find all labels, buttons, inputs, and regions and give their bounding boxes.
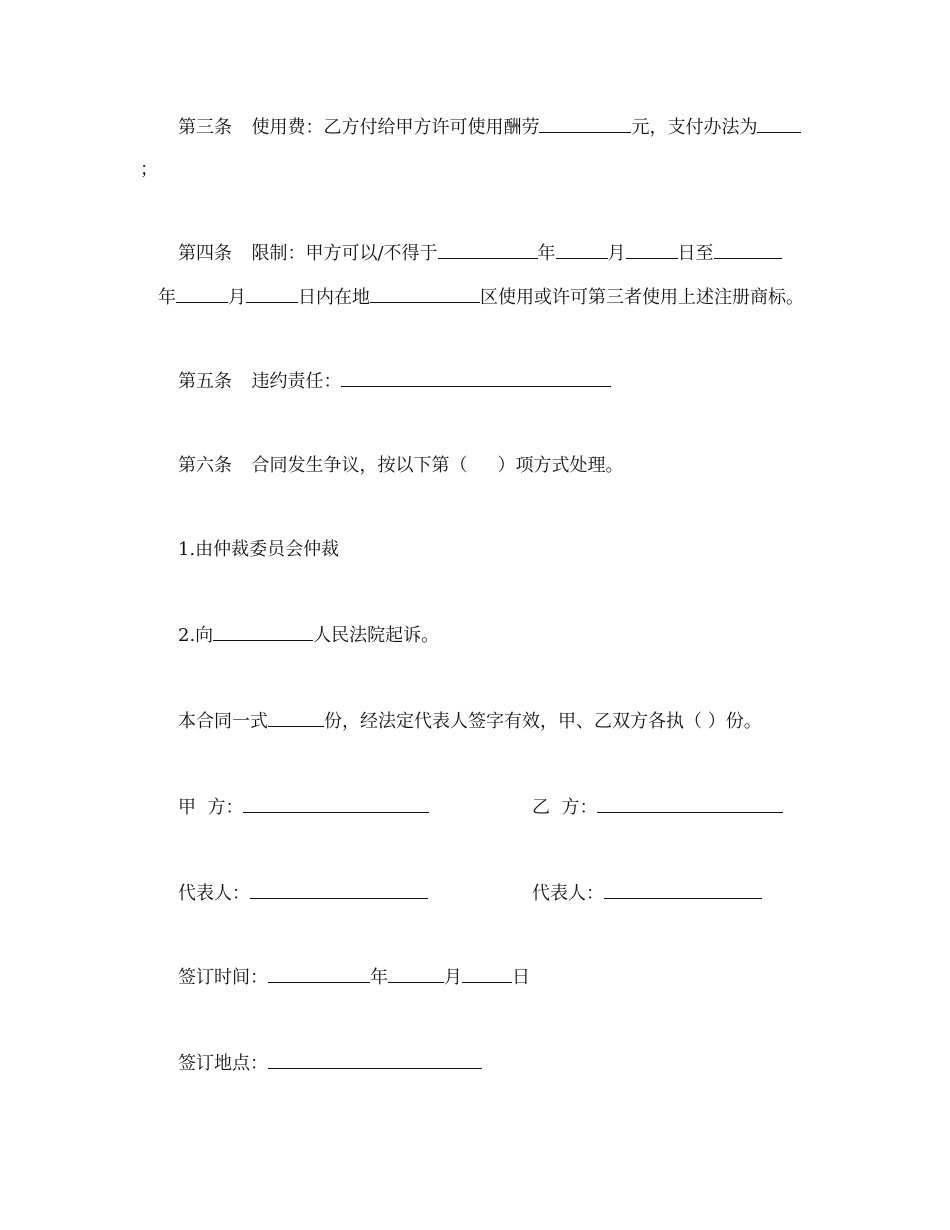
rep-a-label: 代表人：: [178, 883, 250, 904]
rep-b-blank[interactable]: [604, 880, 762, 899]
month-label-2: 月: [228, 287, 246, 308]
month-label: 月: [607, 243, 626, 264]
party-a-blank[interactable]: [243, 794, 429, 813]
article-4-text-a: 限制：甲方可以/不得于: [251, 243, 438, 264]
end-year-blank[interactable]: [714, 240, 782, 259]
article-5-line: [178, 368, 611, 394]
option-1: 1.由仲裁委员会仲裁: [178, 539, 340, 560]
article-4-label: 第四条: [178, 243, 232, 264]
article-6-text-b: ）项方式处理。: [497, 455, 624, 476]
sign-day-blank[interactable]: [462, 964, 512, 983]
article-4-line2: [158, 284, 804, 310]
start-month-blank[interactable]: [556, 240, 608, 259]
day-to-label: 日至: [677, 243, 714, 264]
year-label-2: 年: [158, 287, 176, 308]
article-4-text-b: 日内在地: [298, 287, 370, 308]
article-3-wrap: ；: [140, 159, 158, 180]
party-a-line: [178, 794, 429, 820]
sign-year-blank[interactable]: [268, 964, 370, 983]
article-5-text: 违约责任：: [251, 371, 342, 392]
court-blank[interactable]: [213, 622, 313, 641]
end-month-blank[interactable]: [176, 284, 228, 303]
sign-place-blank[interactable]: [268, 1050, 482, 1069]
article-5-label: 第五条: [178, 371, 232, 392]
party-b-blank[interactable]: [597, 794, 783, 813]
option-2: [178, 622, 439, 648]
copies-text-a: 本合同一式: [178, 711, 268, 732]
sign-month-blank[interactable]: [388, 964, 444, 983]
article-4-line1: [178, 240, 782, 266]
fee-amount-blank[interactable]: [539, 114, 631, 133]
article-3-text-b: 元，支付办法为: [631, 117, 758, 138]
copies-count-blank[interactable]: [268, 708, 324, 727]
region-blank[interactable]: [370, 284, 480, 303]
rep-b-label: 代表人：: [532, 883, 604, 904]
option-2-text-a: 2.向: [178, 625, 214, 646]
article-4-text-c: 区使用或许可第三者使用上述注册商标。: [480, 287, 804, 308]
party-b-line: [532, 794, 783, 820]
article-3-text-a: 使用费：乙方付给甲方许可使用酬劳: [251, 117, 540, 138]
rep-b-line: [532, 880, 762, 906]
breach-liability-blank[interactable]: [341, 368, 611, 387]
copies-line: [178, 708, 762, 734]
party-a-label: 甲 方：: [178, 797, 244, 818]
payment-method-blank[interactable]: [757, 114, 801, 133]
copies-text-b: 份，经法定代表人签字有效，甲、乙双方各执（ ）份。: [324, 711, 762, 732]
end-day-blank[interactable]: [246, 284, 298, 303]
article-6-text-a: 合同发生争议，按以下第（: [251, 455, 468, 476]
sign-time-label: 签订时间：: [178, 967, 268, 988]
party-b-label: 乙 方：: [532, 797, 598, 818]
sign-place-label: 签订地点：: [178, 1053, 268, 1074]
start-day-blank[interactable]: [626, 240, 678, 259]
option-2-text-b: 人民法院起诉。: [313, 625, 440, 646]
year-label: 年: [537, 243, 556, 264]
rep-a-blank[interactable]: [250, 880, 428, 899]
sign-month-label: 月: [444, 967, 462, 988]
start-year-blank[interactable]: [438, 240, 538, 259]
sign-day-label: 日: [512, 967, 530, 988]
sign-year-label: 年: [370, 967, 388, 988]
article-6-line: [178, 454, 623, 478]
article-6-label: 第六条: [178, 455, 232, 476]
article-3-label: 第三条: [178, 117, 232, 138]
sign-place-line: [178, 1050, 482, 1076]
article-3-line1: [178, 114, 801, 140]
sign-time-line: [178, 964, 530, 990]
rep-a-line: [178, 880, 428, 906]
